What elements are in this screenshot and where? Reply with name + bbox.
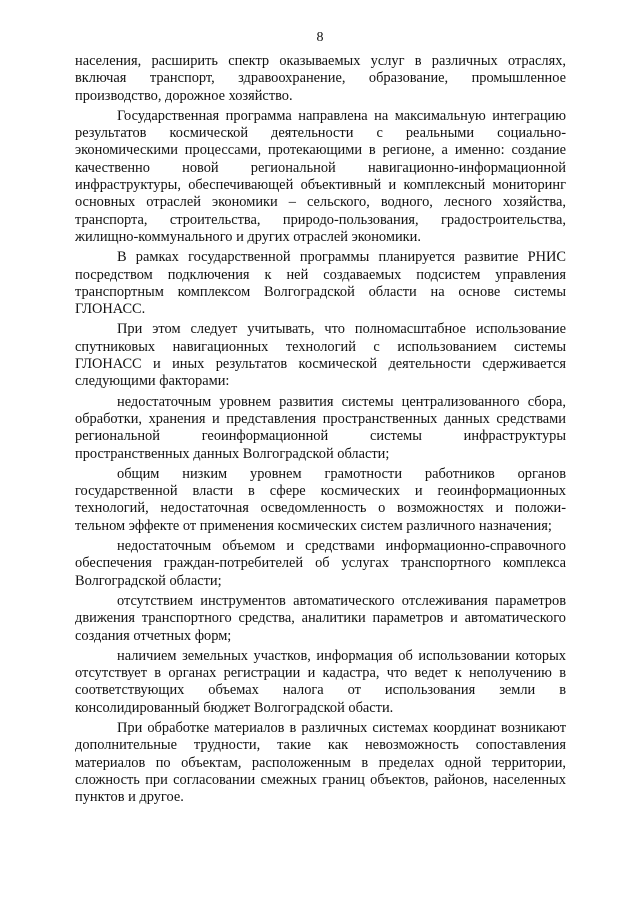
document-body [75,53,566,809]
list-item-factor-data-processing: недостаточным уровнем развития системы централизованного сбора, обработки, хранения и представления пространственных данных средствами региональной геоинформационной системы инфраструктуры пространственных данных Волгоградской области; [75,393,566,462]
list-item-factor-land-plots: наличием земельных участков, информация об использовании которых отсутствует в органах регистрации и кадастра, что ведет к неполучению в соответствующих объемах налога от использования земли в консолидированный бюджет Волгоградской обасти. [75,647,566,716]
paragraph-continuation: населения, расширить спектр оказываемых услуг в различных отраслях, включая транспорт, здравоохранение, образование, промышленное производство, дорожное хозяйство. [75,53,566,104]
paragraph-coordinate-systems: При обработке материалов в различных системах координат возникают дополнительные трудности, такие как невозможность сопоставления материалов по объектам, расположенным в пределах одной территории, сложность при согласовании смежных границ объектов, районов, населенных пунктов и другое. [75,719,566,806]
list-item-factor-information-support: недостаточным объемом и средствами информационно-справочного обеспечения граждан-потребителей об услугах транспортного комплекса Волгоградской области; [75,538,566,589]
paragraph-rnis-development: В рамках государственной программы планируется развитие РНИС посредством подключения к ней создаваемых подсистем управления транспортным комплексом Волгоградской области на основе системы ГЛОНАСС. [75,249,566,318]
list-item-factor-tracking-tools: отсутствием инструментов автоматического отслеживания параметров движения транспортного средства, аналитики параметров и автоматического создания отчетных форм; [75,592,566,644]
paragraph-program-goal: Государственная программа направлена на максимальную интеграцию результатов космической деятельности с реальными социально-экономическими процессами, протекающими в регионе, а именно: создание качественно новой региональной навигационно-информационной инфраструктуры, обеспечивающей объективный и комплексный мониторинг основных отраслей экономики – сельского, водного, лесного хозяйства, транспорта, строительства, природо-пользования, градостроительства, жилищно-коммунального и других отраслей экономики. [75,107,566,245]
page-number: 8 [316,30,324,45]
paragraph-factors-intro: При этом следует учитывать, что полномасштабное использование спутниковых навигационных технологий с использованием системы ГЛОНАСС и иных результатов космической деятельности сдерживается следующими факторами: [75,321,566,390]
list-item-factor-literacy: общим низким уровнем грамотности работников органов государственной власти в сфере космических и геоинформационных технологий, недостаточная осведомленность о возможностях и положи-тельном эффекте от применения космических систем различного назначения; [75,465,566,534]
